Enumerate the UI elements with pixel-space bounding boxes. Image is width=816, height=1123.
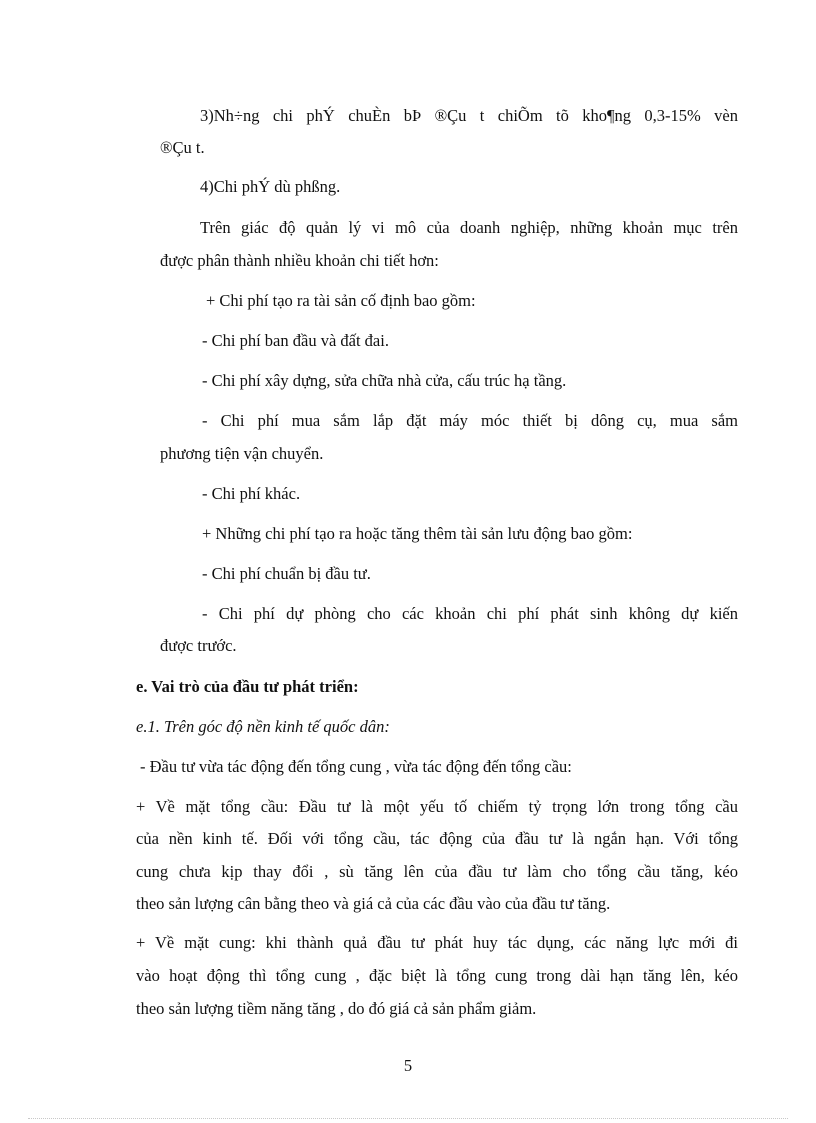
list-item: + Những chi phí tạo ra hoặc tăng thêm tài sản lưu động bao gồm:	[202, 524, 633, 543]
paragraph-line: 3)Nh÷ng chi phÝ chuÈn bÞ ®Çu t chiÕm tõ kho¶ng 0,3-15% vèn	[200, 106, 738, 125]
paragraph-line: 4)Chi phÝ dù phßng.	[200, 177, 341, 196]
list-item: - Đầu tư vừa tác động đến tổng cung , vừa tác động đến tổng cầu:	[140, 757, 572, 776]
list-item: - Chi phí mua sắm lắp đặt máy móc thiết bị dông cụ, mua sắm	[202, 411, 738, 430]
paragraph-line: phương tiện vận chuyển.	[160, 444, 324, 463]
paragraph-line: Trên giác độ quản lý vi mô của doanh nghiệp, những khoản mục trên	[200, 218, 738, 237]
list-item: - Chi phí khác.	[202, 484, 301, 503]
paragraph-line: cung chưa kịp thay đổi , sù tăng lên của đầu tư làm cho tổng cầu tăng, kéo	[136, 862, 738, 881]
list-item: - Chi phí chuẩn bị đầu tư.	[202, 564, 371, 583]
list-item: - Chi phí xây dựng, sửa chữa nhà cửa, cấu trúc hạ tầng.	[202, 371, 567, 390]
page-number: 5	[403, 1056, 413, 1075]
paragraph-line: theo sản lượng tiềm năng tăng , do đó giá cả sản phẩm giảm.	[136, 999, 537, 1018]
paragraph-line: + Về mặt tổng cầu: Đầu tư là một yếu tố chiếm tỷ trọng lớn trong tổng cầu	[136, 797, 738, 816]
paragraph-line: + Về mặt cung: khi thành quả đầu tư phát huy tác dụng, các năng lực mới đi	[136, 933, 738, 952]
paragraph-line: được phân thành nhiều khoản chi tiết hơn:	[160, 251, 439, 270]
paragraph-line: vào hoạt động thì tổng cung , đặc biệt là tổng cung trong dài hạn tăng lên, kéo	[136, 966, 738, 985]
paragraph-line: được trước.	[160, 636, 237, 655]
section-heading: e. Vai trò của đầu tư phát triển:	[136, 677, 359, 696]
list-item: + Chi phí tạo ra tài sản cố định bao gồm:	[206, 291, 476, 310]
list-item: - Chi phí ban đầu và đất đai.	[202, 331, 389, 350]
subsection-heading: e.1. Trên góc độ nền kinh tế quốc dân:	[136, 717, 390, 736]
paragraph-line: của nền kinh tế. Đối với tổng cầu, tác động của đầu tư là ngắn hạn. Với tổng	[136, 829, 738, 848]
list-item: - Chi phí dự phòng cho các khoản chi phí phát sinh không dự kiến	[202, 604, 738, 623]
paragraph-line: ®Çu t.	[160, 138, 205, 157]
paragraph-line: theo sản lượng cân bằng theo và giá cả của các đầu vào của đầu tư tăng.	[136, 894, 611, 913]
footer-divider	[28, 1118, 788, 1119]
